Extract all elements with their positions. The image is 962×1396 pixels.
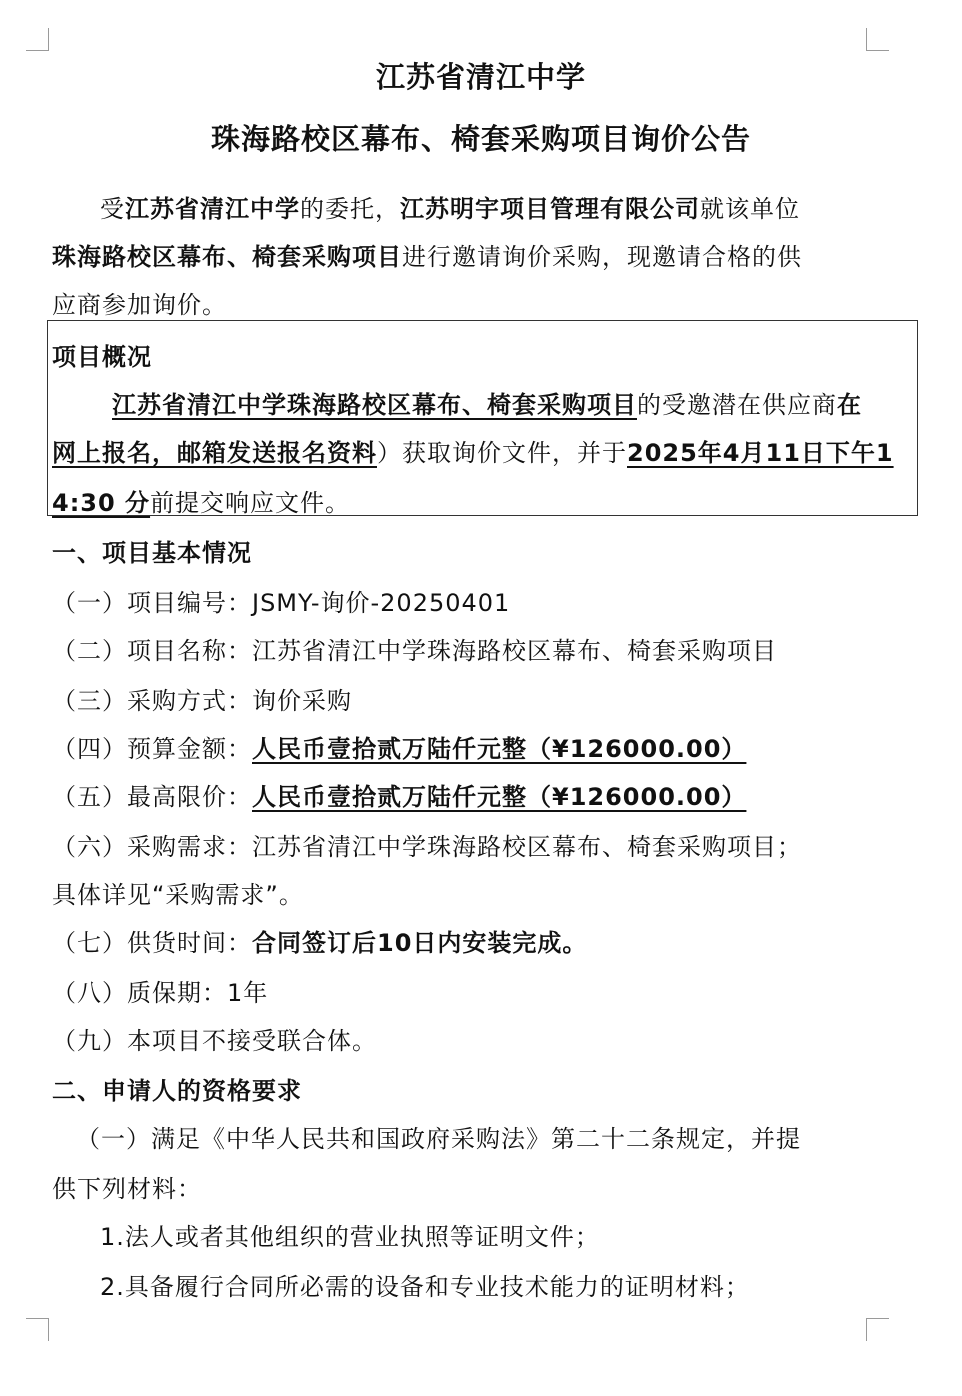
item-max-price: （五）最高限价：人民币壹拾贰万陆仟元整（¥126000.00）	[52, 783, 747, 811]
item-requirements: （六）采购需求：江苏省清江中学珠海路校区幕布、椅套采购项目；	[52, 833, 802, 861]
document-subtitle: 珠海路校区幕布、椅套采购项目询价公告	[210, 122, 751, 156]
section-1-heading: 一、项目基本情况	[52, 539, 252, 567]
intro-line-3: 应商参加询价。	[52, 291, 227, 319]
material-item-1: 1.法人或者其他组织的营业执照等证明文件；	[100, 1223, 600, 1251]
overview-heading: 项目概况	[52, 343, 152, 371]
document-title: 江苏省清江中学	[375, 60, 586, 94]
item-project-name: （二）项目名称：江苏省清江中学珠海路校区幕布、椅套采购项目	[52, 637, 777, 665]
intro-line-2: 珠海路校区幕布、椅套采购项目进行邀请询价采购，现邀请合格的供	[52, 243, 802, 271]
overview-line-3: 4:30 分前提交响应文件。	[52, 489, 351, 517]
item-procurement-method: （三）采购方式：询价采购	[52, 687, 352, 715]
crop-mark-top-left	[26, 28, 49, 51]
qualification-paragraph: （一）满足《中华人民共和国政府采购法》第二十二条规定，并提	[76, 1125, 801, 1153]
item-project-number: （一）项目编号：JSMY-询价-20250401	[52, 589, 511, 617]
item-delivery-time: （七）供货时间：合同签订后10日内安装完成。	[52, 929, 588, 957]
crop-mark-bottom-left	[26, 1318, 49, 1341]
section-2-heading: 二、申请人的资格要求	[52, 1077, 302, 1105]
crop-mark-top-right	[866, 28, 889, 51]
item-budget: （四）预算金额：人民币壹拾贰万陆仟元整（¥126000.00）	[52, 735, 747, 763]
item-warranty: （八）质保期：1年	[52, 979, 269, 1007]
item-no-consortium: （九）本项目不接受联合体。	[52, 1027, 377, 1055]
crop-mark-bottom-right	[866, 1318, 889, 1341]
overview-line-1: 江苏省清江中学珠海路校区幕布、椅套采购项目的受邀潜在供应商在	[112, 391, 862, 419]
item-requirements-cont: 具体详见“采购需求”。	[52, 881, 304, 909]
intro-line-1: 受江苏省清江中学的委托，江苏明宇项目管理有限公司就该单位	[100, 195, 800, 223]
qualification-paragraph-cont: 供下列材料：	[52, 1175, 202, 1203]
material-item-2: 2.具备履行合同所必需的设备和专业技术能力的证明材料；	[100, 1273, 750, 1301]
overview-line-2: 网上报名，邮箱发送报名资料）获取询价文件，并于2025年4月11日下午1	[52, 439, 894, 467]
